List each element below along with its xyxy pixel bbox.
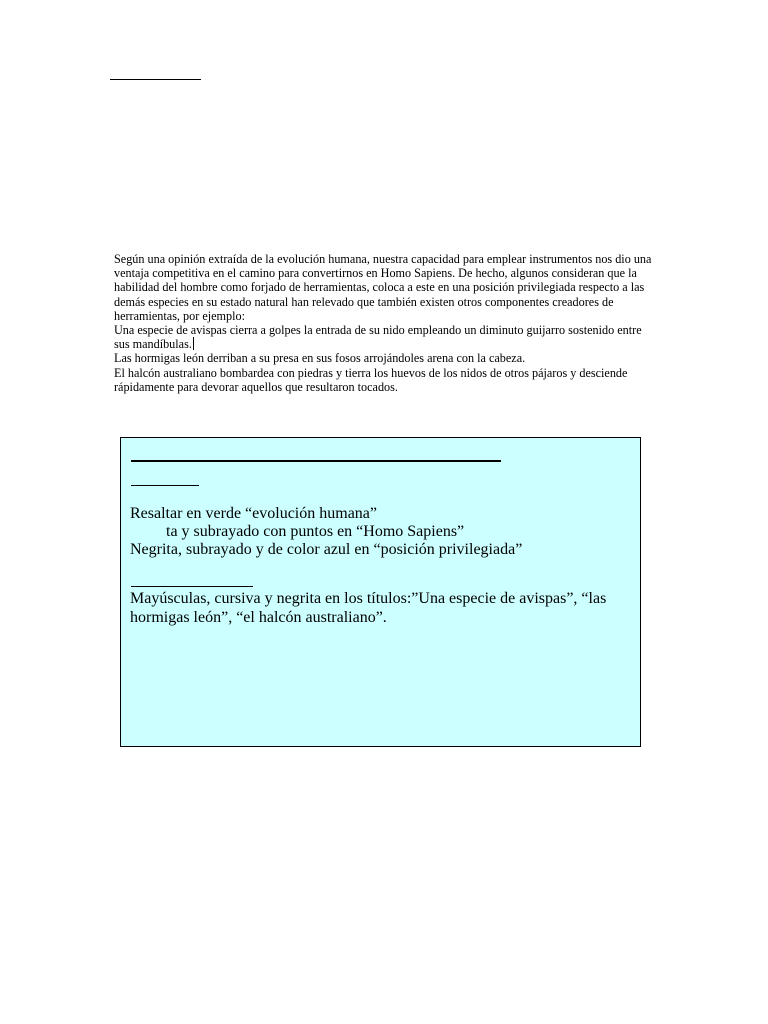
paragraph-halcon: El halcón australiano bombardea con piedras y tierra los huevos de los nidos de otros pájaros y desciende rápidamente para devorar aquellos que resultaron tocados. (114, 365, 628, 394)
paragraph-intro: Según una opinión extraída de la evolución humana, nuestra capacidad para emplear instrumentos nos dio una ventaja competitiva en el camino para convertirnos en Homo Sapiens. De hecho, algunos consideran que la habilidad del hombre como forjado de herramientas, coloca a este en una posición privilegiada respecto a las demás especies en su estado natural han relevado que también existen otros componentes creadores de herramientas, por ejemplo: (114, 252, 652, 323)
instructions-rule-short (131, 485, 199, 486)
top-horizontal-rule (110, 79, 201, 80)
paragraph-hormigas: Las hormigas león derriban a su presa en sus fosos arrojándoles arena con la cabeza. (114, 351, 526, 366)
instruction-highlight-green: Resaltar en verde “evolución humana” (130, 505, 377, 522)
instruction-uppercase-titles: Mayúsculas, cursiva y negrita en los títulos:”Una especie de avispas”, “las hormigas león”, “el halcón australiano”. (130, 590, 607, 626)
instruction-dotted-underline: ta y subrayado con puntos en “Homo Sapiens” (166, 523, 465, 540)
document-body-text[interactable] (114, 252, 654, 394)
instructions-rule-mid (131, 586, 253, 587)
text-cursor (193, 337, 194, 350)
paragraph-avispas (114, 323, 654, 351)
instructions-rule-long (131, 460, 501, 462)
paragraph-avispas-text: Una especie de avispas cierra a golpes la entrada de su nido empleando un diminuto guijarro sostenido entre sus mandíbulas. (114, 323, 642, 352)
instruction-bold-blue: Negrita, subrayado y de color azul en “posición privilegiada” (130, 541, 523, 558)
instructions-box (120, 437, 641, 747)
